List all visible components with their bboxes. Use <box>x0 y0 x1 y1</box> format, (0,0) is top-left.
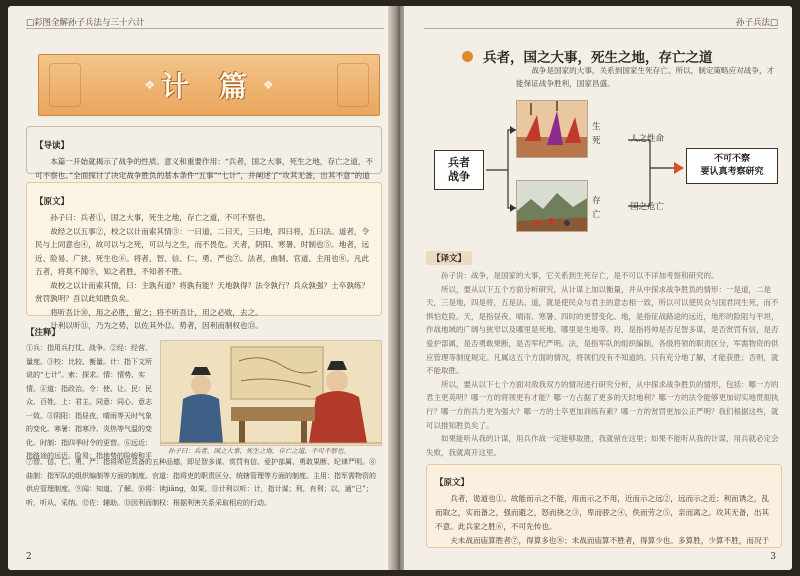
label-si: 死 <box>592 136 601 146</box>
original2-paragraph: 兵者，诡道也①。故能而示之不能，用而示之不用，近而示之远②，远而示之近；利而诱之，乱而取之，实而备之，强而避之，怒而挠之③，卑而骄之④，佚而劳之⑤，亲而离之。攻其无备，出其不意。此兵家之胜⑥，不可先传也。 <box>435 494 770 531</box>
war-node: 兵者 战争 <box>434 150 484 190</box>
original2-paragraph: 夫未战而庙算胜者⑦，得算多也⑧；未战而庙算不胜者，得算少也。多算胜，少算不胜，而况于 <box>450 536 770 545</box>
right-running-head: 孙子兵法□ <box>735 18 778 28</box>
original-text-box-2 <box>426 464 782 548</box>
sunzi-illustration <box>160 340 382 446</box>
original-tag: 【原文】 <box>35 197 70 207</box>
label-sheng: 生 <box>592 122 601 132</box>
original-paragraph: 孙子曰：兵者①，国之大事，死生之地，存亡之道，不可不察也。 <box>50 213 271 222</box>
translation-section <box>426 246 782 459</box>
section-heading <box>462 46 713 66</box>
translation-paragraph: 如果能听从我的计谋，用兵作战一定能够取胜，我就留在这里；如果不能听从我的计谋，用兵就必定会失败，我就离开这里。 <box>426 434 779 457</box>
upper-battle-image <box>516 100 588 158</box>
translation-paragraph: 所以，要从以下五个方面分析研究，从计谋上加以衡量，并从中探求战争胜负的情形：一是道，二是天，三是地，四是将，五是法。道，就是使民众与君主的意志相一致，所以可以使民众与国君同生死，而不惧怕危险。天，是指昼夜、晴雨、寒暑、四时的更替变化。地，是指征战路途的远近，地形的险阻与平坦，作战地域的广阔与狭窄以及哪里是死地、哪里是生地等。将，是指将帅是否足智多谋，是否赏罚有信，是否爱护部属，是否勇敢果断，是否军纪严明。法，是指军队的组织编制，各级将领的职责区分，军需物资的供应管理等制度规定。凡属这五个方面的情况，将领们没有不知道的。只有充分地了解，才能获胜；否则，就不能取胜。 <box>426 284 779 376</box>
banner-ornament-right-icon: ❖ <box>262 78 274 92</box>
notes-text: ①兵：指用兵打仗、战争。②经：经营、量度。③校：比较、衡量。计：指下文所说的“七计”。索：探求。情：情势、实情。④道：指政治。令：使、让。民：民众、百姓。上：君主。同意：同心、意志一致。⑤阴阳：指昼夜、晴雨等天时气象的变化。寒暑：指寒冷、炎热等气温的变化。时制：指四季时令的更替。⑥远近：指路途的远近。险易：指地势的险峻和平 <box>26 344 152 460</box>
lower-landscape-image <box>516 180 588 232</box>
illustration-caption: 孙子曰：兵者，国之大事，死生之地，存亡之道，不可不察也。 <box>168 447 350 455</box>
original-text-box <box>26 182 382 330</box>
guide-box <box>26 126 382 180</box>
original-tag-2: 【原文】 <box>435 478 470 488</box>
right-page <box>404 6 792 570</box>
section-title: 兵者，国之大事，死生之地，存亡之道 <box>483 50 713 66</box>
left-page <box>8 6 394 570</box>
right-header-rule <box>424 28 778 29</box>
sunzi-scene-image <box>161 341 382 446</box>
left-header-rule <box>26 28 384 29</box>
original2-body <box>435 492 773 550</box>
translation-paragraph: 所以，要从以下七个方面对敌我双方的情况进行研究分析，从中探求战争胜负的情形，包括：哪一方的君主更英明？哪一方的将领更有才能？哪一方占据了更多的天时地利？哪一方的法令能够更加切实地贯彻执行？哪一方的兵力更为强大？哪一方的士卒更加训练有素？哪一方的赏罚更加公正严明？我们根据这些，就可以推知胜负矣了。 <box>426 379 779 430</box>
battle-scene-icon <box>517 101 588 158</box>
bullet-dot-icon <box>462 51 473 62</box>
translation-tag: 【译文】 <box>426 251 472 265</box>
original-paragraph: 故校之以计而索其情，曰：主孰有道？将孰有能？天地孰得？法令孰行？兵众孰强？士卒孰练？赏罚孰明？吾以此知胜负矣。 <box>35 280 370 303</box>
guide-text: 本篇一开始就揭示了战争的性质、意义和重要作用：“兵者，国之大事，死生之地，存亡之道，不可不察也。”全面探讨了决定战争胜负的基本条件“五事”“七计”，并阐述了“攻其无备，出其不意”的道 <box>35 157 374 180</box>
chapter-title: 计 篇 <box>161 70 257 103</box>
original-paragraph: 计利以听⑪，乃为之势，以佐其外⑫。势者，因利而制权也⑬。 <box>50 321 263 330</box>
translation-paragraph: 孙子说：战争，是国家的大事，它关系到生死存亡，是不可以不详加考察和研究的。 <box>441 271 719 280</box>
war-diagram <box>424 96 784 236</box>
guide-tag: 【导读】 <box>35 141 70 151</box>
notes-column <box>26 320 158 460</box>
label-human-life: 人之性命 <box>630 134 665 144</box>
original-paragraph: 故经之以五事②，校之以计而索其情③：一曰道，二曰天，三曰地，四曰将，五曰法。道者，令民与上同意也④，故可以与之死，可以与之生，而不畏危。天者，阴阳、寒暑、时制也⑤。地者，远近、险易、广狭、死生也⑥。将者，智、信、仁、勇、严也⑦。法者，曲制、官道、主用也⑧。凡此五者，将莫不闻⑨，知之者胜，不知者不胜。 <box>35 226 370 276</box>
left-page-number: 2 <box>26 552 32 562</box>
banner-ornament-left-icon: ❖ <box>144 78 156 92</box>
right-page-number: 3 <box>770 552 776 562</box>
section-intro: 战争是国家的大事，关系到国家生死存亡。所以，制定策略应对战争，才能保证战争胜利，国家昌盛。 <box>516 66 775 88</box>
label-cun: 存 <box>592 196 601 206</box>
label-wang: 亡 <box>592 210 601 220</box>
must-examine-node: 不可不察 要认真考察研究 <box>686 148 778 184</box>
notes-wide-text: ⑦智、信、仁、勇、严：指将帅应具备的五种品德，即足智多谋、赏罚有信、爱护部属、勇敢果断、纪律严明。⑧曲制：指军队的组织编制等方面的制度。官道：指将吏的职责区分、统辖管理等方面的制度。主用：指军需物资的供应管理制度。⑨闻：知道、了解。⑩将：读jiāng，如果。⑪计利以听：计，指计谋；利，有利；以，通“已”；听，听从、采纳。⑫佐：辅助。⑬因利而制权：根据利害关系采取相应的行动。 <box>26 458 376 507</box>
original-paragraph: 将听吾计⑩，用之必胜，留之；将不听吾计，用之必败，去之。 <box>50 307 263 317</box>
translation-body <box>426 269 782 459</box>
left-running-head: □彩图全解孙子兵法与三十六计 <box>26 18 145 28</box>
landscape-scene-icon <box>517 181 588 232</box>
notes-continued <box>26 456 382 550</box>
chapter-title-banner <box>38 54 380 116</box>
notes-tag: 【注释】 <box>26 328 61 338</box>
label-nation-fate: 国之危亡 <box>630 202 665 212</box>
